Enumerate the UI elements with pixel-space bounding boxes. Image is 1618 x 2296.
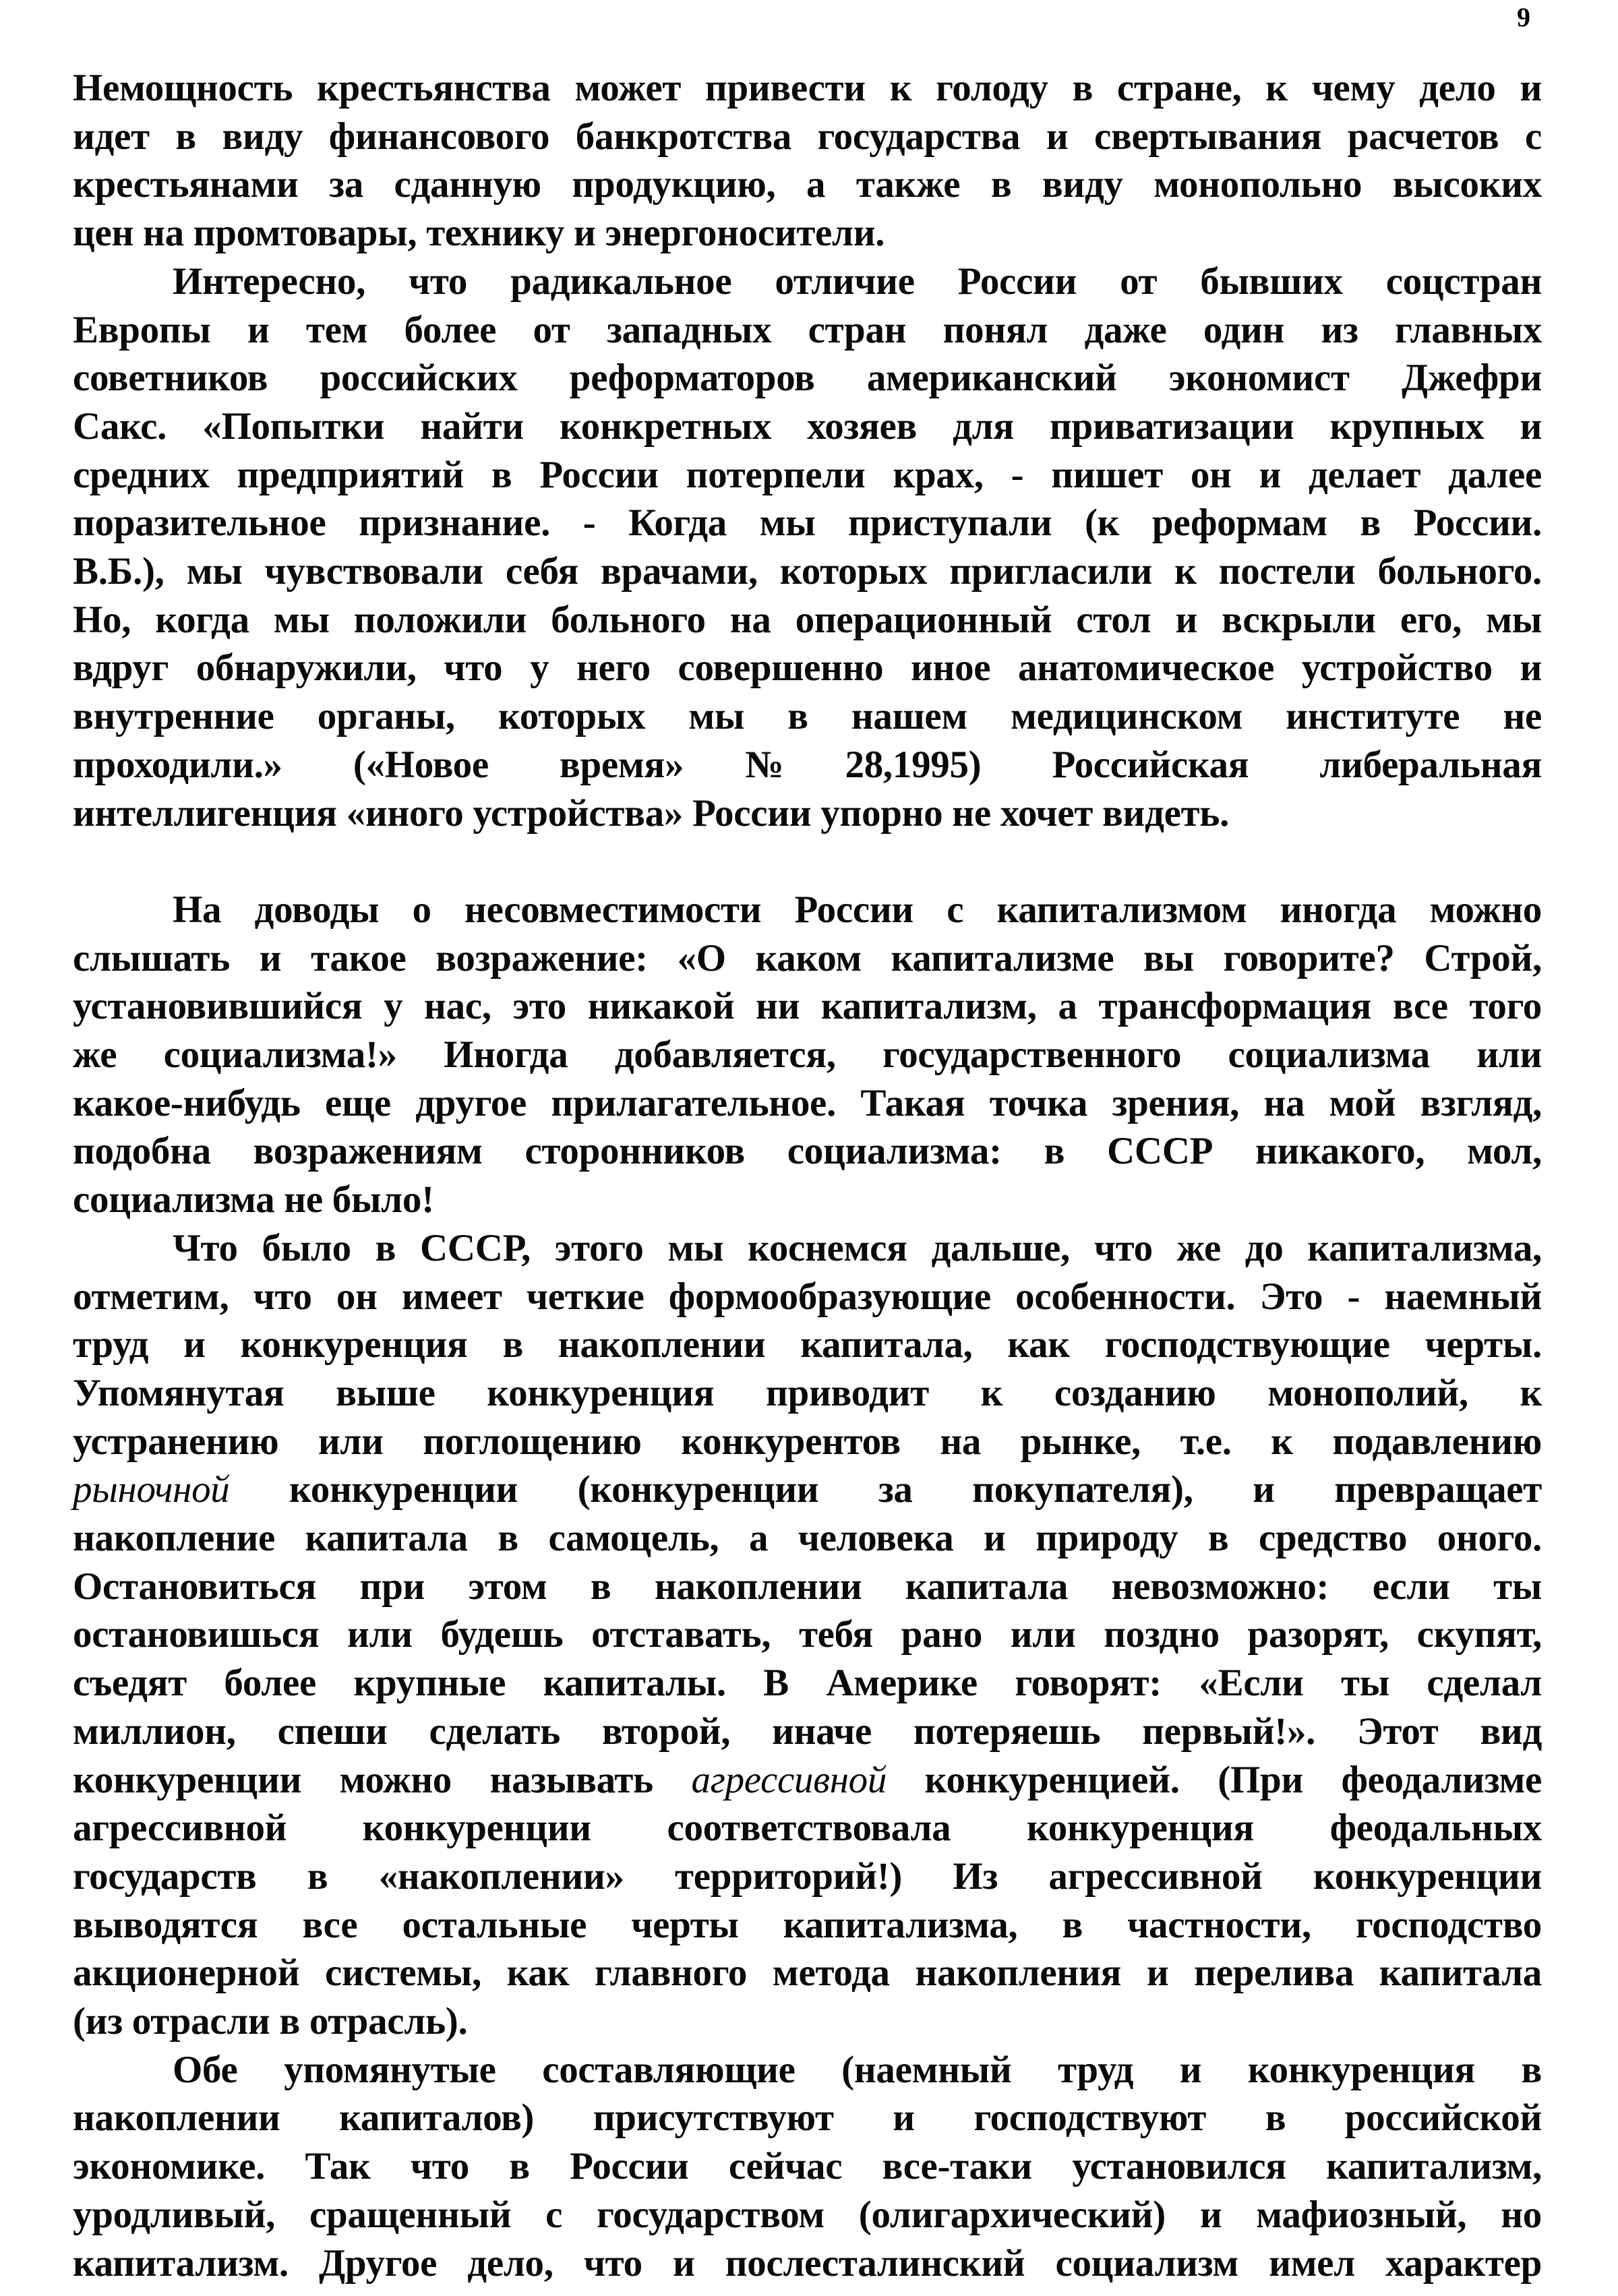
text-line — [73, 1708, 1542, 1756]
text-segment: уродливый, сращенный с государством (олигархический) и мафиозный, но — [73, 2193, 1542, 2236]
text-segment: советников российских реформаторов американский экономист Джефри — [73, 357, 1542, 400]
text-segment: подобна возражениям сторонников социализма: в СССР никакого, мол, — [73, 1130, 1542, 1173]
text-line — [73, 1610, 1542, 1659]
text-line — [73, 1369, 1542, 1418]
text-line — [73, 982, 1542, 1031]
text-line — [73, 1514, 1542, 1563]
text-line — [73, 1563, 1542, 1611]
text-segment: интеллигенция «иного устройства» России упорно не хочет видеть. — [73, 791, 1230, 835]
text-segment: социализма не было! — [73, 1178, 434, 1221]
text-segment: агрессивной конкуренции соответствовала конкуренция феодальных — [73, 1807, 1542, 1850]
text-segment: цен на промтовары, технику и энергоносители. — [73, 212, 885, 255]
text-line — [73, 789, 1542, 838]
text-segment: конкуренции можно называть — [73, 1758, 692, 1801]
text-line — [73, 64, 1542, 113]
text-segment: какое-нибудь еще другое прилагательное. Такая точка зрения, на мой взгляд, — [73, 1081, 1542, 1124]
text-line — [73, 2094, 1542, 2142]
text-segment: Обе упомянутые составляющие (наемный труд и конкуренция в — [173, 2048, 1542, 2091]
text-line — [73, 1031, 1542, 1079]
text-segment: конкуренцией. (При феодализме — [887, 1758, 1542, 1801]
text-segment: миллион, спеши сделать второй, иначе потеряешь первый!». Этот вид — [73, 1710, 1542, 1753]
text-line — [73, 354, 1542, 402]
text-segment: капитализм. Другое дело, что и послесталинский социализм имел характер — [73, 2241, 1542, 2285]
text-line — [73, 1273, 1542, 1321]
text-segment: внутренние органы, которых мы в нашем медицинском институте не — [73, 695, 1542, 738]
text-segment: слышать и такое возражение: «О каком капитализме вы говорите? Строй, — [73, 936, 1542, 979]
text-segment: накоплении капиталов) присутствуют и господствуют в российской — [73, 2096, 1542, 2140]
text-line — [173, 1224, 1542, 1273]
text-segment: Европы и тем более от западных стран понял даже один из главных — [73, 308, 1542, 351]
text-segment: Немощность крестьянства может привести к голоду в стране, к чему дело и — [73, 67, 1542, 109]
text-segment: выводятся все остальные черты капитализма, в частности, господство — [73, 1903, 1542, 1946]
text-segment: акционерной системы, как главного метода накопления и перелива капитала — [73, 1952, 1542, 1995]
text-segment: Что было в СССР, этого мы коснемся дальше, что же до капитализма, — [173, 1226, 1542, 1269]
text-segment: накопление капитала в самоцель, а человека и природу в средство оного. — [73, 1517, 1542, 1559]
page-number: 9 — [1517, 2, 1530, 32]
text-segment: государств в «накоплении» территорий!) Из агрессивной конкуренции — [73, 1854, 1542, 1898]
text-line — [73, 1466, 1542, 1514]
text-line — [73, 160, 1542, 209]
text-segment: Интересно, что радикальное отличие России от бывших соцстран — [173, 260, 1542, 303]
text-line — [73, 2239, 1542, 2288]
text-line — [73, 644, 1542, 692]
text-line — [73, 1804, 1542, 1852]
text-segment: Остановиться при этом в накоплении капитала невозможно: если ты — [73, 1565, 1542, 1608]
text-line — [73, 1176, 1542, 1224]
italic-emphasis: рыночной — [73, 1468, 230, 1511]
text-segment: труд и конкуренция в накоплении капитала, как господствующие черты. — [73, 1323, 1542, 1366]
text-segment: поразительное признание. - Когда мы приступали (к реформам в России. — [73, 502, 1542, 545]
text-line — [73, 1756, 1542, 1805]
text-segment: Но, когда мы положили больного на операционный стол и вскрыли его, мы — [73, 598, 1542, 641]
text-line — [73, 596, 1542, 644]
text-line — [73, 2191, 1542, 2239]
text-line — [73, 741, 1542, 789]
text-segment: В.Б.), мы чувствовали себя врачами, которых пригласили к постели больного. — [73, 550, 1542, 593]
text-segment: остановишься или будешь отставать, тебя рано или поздно разорят, скупят, — [73, 1613, 1542, 1656]
text-segment: Сакс. «Попытки найти конкретных хозяев для приватизации крупных и — [73, 404, 1542, 448]
text-line — [73, 1659, 1542, 1708]
text-segment: съедят более крупные капиталы. В Америке говорят: «Если ты сделал — [73, 1662, 1542, 1705]
text-segment: (из отрасли в отрасль). — [73, 2000, 468, 2043]
text-segment: На доводы о несовместимости России с капитализмом иногда можно — [173, 888, 1542, 931]
text-line — [73, 692, 1542, 741]
text-line — [73, 1901, 1542, 1950]
text-line — [73, 1949, 1542, 1997]
text-line — [173, 2046, 1542, 2094]
text-line — [173, 258, 1542, 306]
text-segment: устранению или поглощению конкурентов на рынке, т.е. к подавлению — [73, 1420, 1542, 1463]
text-line — [73, 1852, 1542, 1901]
text-segment: средних предприятий в России потерпели крах, - пишет он и делает далее — [73, 453, 1542, 496]
text-line — [73, 934, 1542, 983]
text-line — [73, 2142, 1542, 2191]
text-segment: же социализма!» Иногда добавляется, государственного социализма или — [73, 1033, 1542, 1076]
italic-emphasis: агрессивной — [691, 1758, 887, 1801]
text-line — [73, 1418, 1542, 1466]
text-line — [73, 1127, 1542, 1176]
text-segment: экономике. Так что в России сейчас все-таки установился капитализм, — [73, 2145, 1542, 2188]
text-line — [173, 886, 1542, 934]
text-line — [73, 451, 1542, 500]
text-segment: Упомянутая выше конкуренция приводит к созданию монополий, к — [73, 1371, 1542, 1414]
text-line — [73, 1997, 1542, 2046]
text-line — [73, 547, 1542, 596]
text-segment: проходили.» («Новое время»№28,1995) Российская либеральная — [73, 743, 1542, 786]
text-line — [73, 1079, 1542, 1128]
text-segment: отметим, что он имеет четкие формообразующие особенности. Это - наемный — [73, 1275, 1542, 1318]
text-segment: крестьянами за сданную продукцию, а также в виду монопольно высоких — [73, 163, 1542, 206]
text-segment: вдруг обнаружили, что у него совершенно иное анатомическое устройство и — [73, 646, 1542, 690]
text-line — [73, 1321, 1542, 1369]
text-segment: конкуренции (конкуренции за покупателя), и превращает — [229, 1468, 1542, 1511]
text-line — [73, 209, 1542, 258]
text-segment: установившийся у нас, это никакой ни капитализм, а трансформация все того — [73, 985, 1542, 1028]
text-line — [73, 402, 1542, 451]
text-line — [73, 499, 1542, 547]
text-line — [73, 306, 1542, 355]
text-segment: идет в виду финансового банкротства государства и свертывания расчетов с — [73, 115, 1542, 158]
text-line — [73, 113, 1542, 161]
